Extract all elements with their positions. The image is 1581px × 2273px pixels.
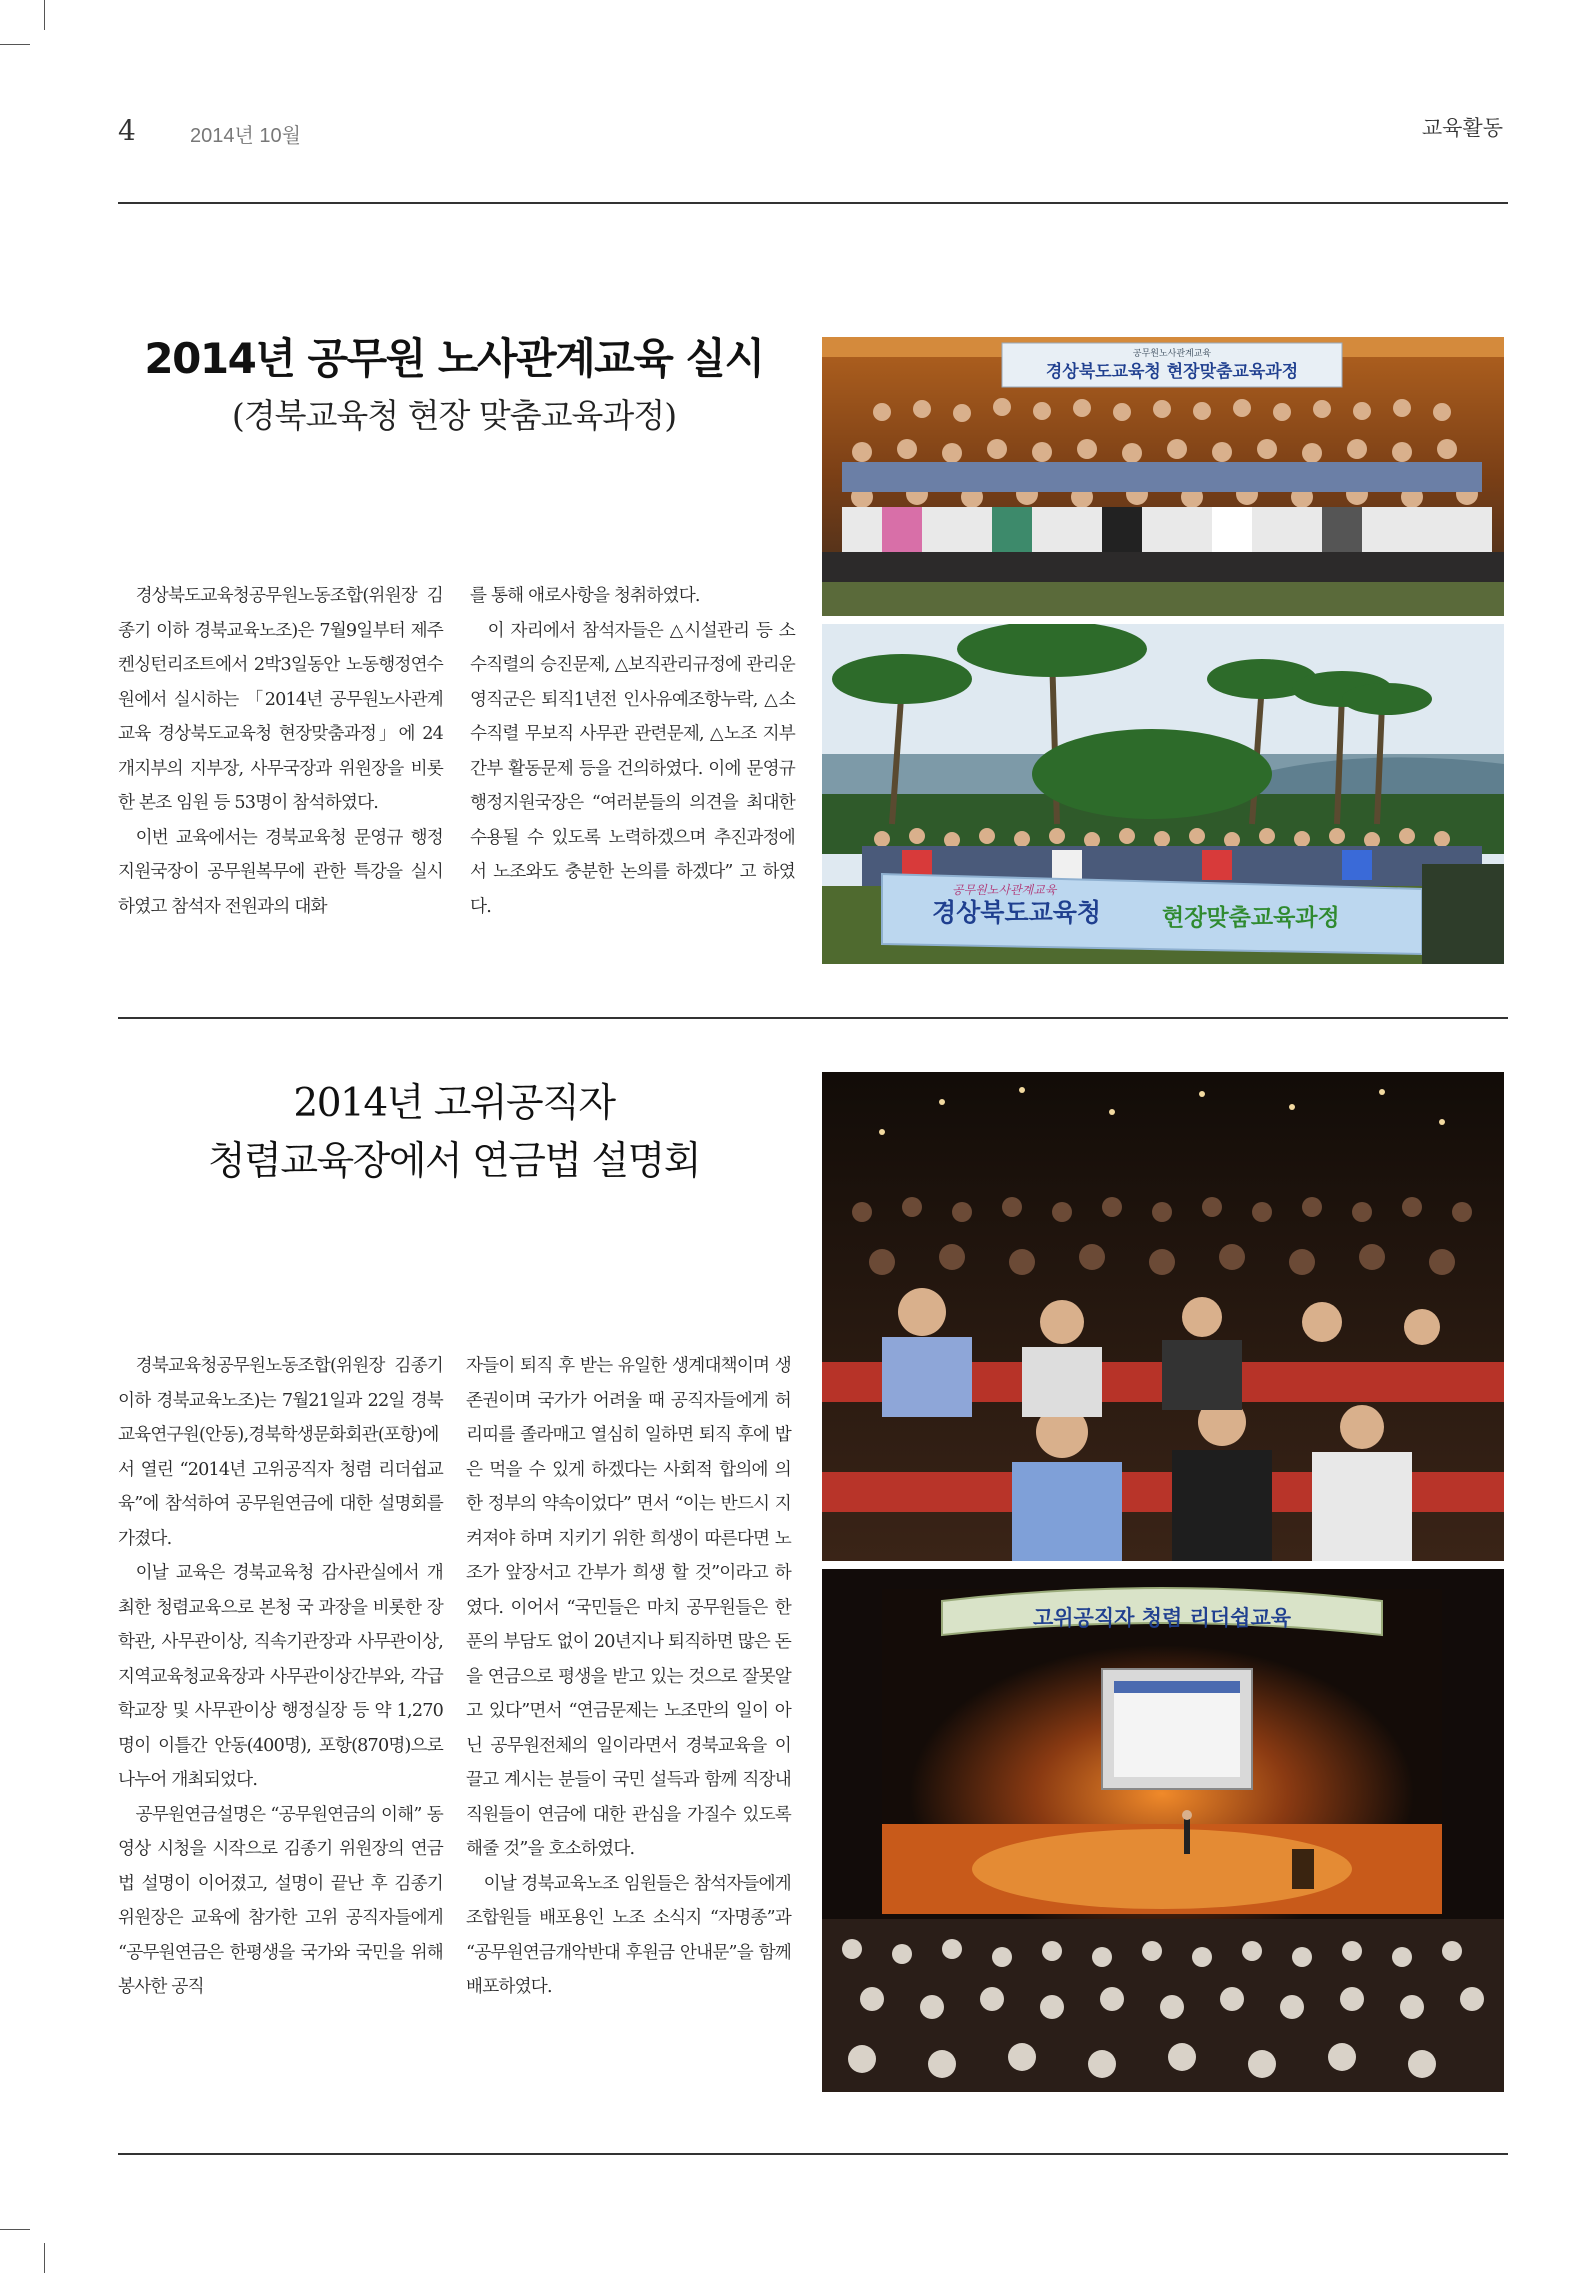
article2-title-line2: 청렴교육장에서 연금법 설명회: [207, 1139, 701, 1184]
banner-main-text: 경상북도교육청: [932, 898, 1102, 927]
stage-banner-text: 고위공직자 청렴 리더쉽교육: [1032, 1606, 1292, 1630]
article1-paragraph: 를 통해 애로사항을 청취하였다.: [470, 586, 700, 606]
section-title: 교육활동: [1421, 117, 1503, 140]
audience-photo: [822, 1072, 1504, 1561]
article2-paragraph: 경북교육청공무원노동조합(위원장 김종기 이하 경북교육노조)는 7월21일과 22일 경북교육연구원(안동),경북학생문화회관(포항)에서 열린 “2014년 고위공직자 청렴 리더쉽교육”에 참석하여 공무원연금에 대한 설명회를 가졌다.: [118, 1356, 443, 1549]
group-photo-indoor: [822, 337, 1504, 616]
article2-title: [118, 1075, 790, 1191]
article2-paragraph: 공무원연금설명은 “공무원연금의 이해” 동영상 시청을 시작으로 김종기 위원장의 연금법 설명이 이어졌고, 설명이 끝난 후 김종기 위원장은 교육에 참가한 고위 공직자들에게 “공무원연금은 한평생을 국가와 국민을 위해 봉사한 공직: [118, 1804, 443, 1997]
article-divider: [118, 1017, 1508, 1019]
header-rule: [118, 202, 1508, 204]
group-photo-outdoor: [822, 624, 1504, 964]
article2-paragraph: 자들이 퇴직 후 받는 유일한 생계대책이며 생존권이며 국가가 어려울 때 공직자들에게 허리띠를 졸라매고 열심히 일하면 퇴직 후에 밥은 먹을 수 있게 하겠다는 사회적 합의에 의한 정부의 약속이었다” 면서 “이는 반드시 지켜져야 하며 지키기 위한 희생이 따른다면 노조가 앞장서고 간부가 희생 할 것”이라고 하였다. 이어서 “국민들은 마치 공무원들은 한푼의 부담도 없이 20년지나 퇴직하면 많은 돈을 연금으로 평생을 받고 있는 것으로 잘못알고 있다”면서 “연금문제는 노조만의 일이 아닌 공무원전체의 일이라면서 경북교육을 이끌고 계시는 분들이 국민 설득과 함께 직장내 직원들이 연금에 대한 관심을 가질수 있도록 해줄 것”을 호소하였다.: [466, 1356, 791, 1859]
banner-small-text: 공무원노사관계교육: [952, 883, 1057, 897]
crop-mark: [44, 0, 45, 30]
article1-paragraph: 이 자리에서 참석자들은 △시설관리 등 소수직렬의 승진문제, △보직관리규정에 관리운영직군은 퇴직1년전 인사유예조항누락, △소수직렬 무보직 사무관 관련문제, △노조 지부간부 활동문제 등을 건의하였다. 이에 문영규 행정지원국장은 “여러분들의 의견을 최대한 수용될 수 있도록 노력하겠으며 추진과정에서 노조와도 충분한 논의를 하겠다” 고 하였다.: [470, 620, 795, 917]
article2-column2: [466, 1349, 791, 2005]
article1-title: 2014년 공무원 노사관계교육 실시: [144, 334, 764, 383]
article2-title-line1: 2014년 고위공직자: [293, 1081, 615, 1126]
article1-column1: [118, 579, 443, 924]
article1-paragraph: 경상북도교육청공무원노동조합(위원장 김종기 이하 경북교육노조)은 7월9일부터 제주 켄싱턴리조트에서 2박3일동안 노동행정연수원에서 실시하는 「2014년 공무원노사관계교육 경상북도교육청 현장맞춤과정」에 24개지부의 지부장, 사무국장과 위원장을 비롯한 본조 임원 등 53명이 참석하였다.: [118, 586, 443, 813]
crop-mark: [44, 2243, 45, 2273]
issue-date: 2014년 10월: [190, 125, 301, 147]
banner-text: 경상북도교육청 현장맞춤교육과정: [1045, 362, 1299, 382]
article2-column1: [118, 1349, 443, 2005]
article1-paragraph: 이번 교육에서는 경북교육청 문영규 행정지원국장이 공무원복무에 관한 특강을 실시하였고 참석자 전원과의 대화: [118, 827, 443, 917]
article2-paragraph: 이날 경북교육노조 임원들은 참석자들에게 조합원들 배포용인 노조 소식지 “자명종”과 “공무원연금개악반대 후원금 안내문”을 함께 배포하였다.: [466, 1873, 791, 1997]
footer-rule: [118, 2153, 1508, 2155]
article1-subtitle: (경북교육청 현장 맞춤교육과정): [231, 396, 677, 435]
article2-paragraph: 이날 교육은 경북교육청 감사관실에서 개최한 청렴교육으로 본청 국 과장을 비롯한 장학관, 사무관이상, 직속기관장과 사무관이상, 지역교육청교육장과 사무관이상간부와, 각급학교장 및 사무관이상 행정실장 등 약 1,270명이 이틀간 안동(400명), 포항(870명)으로 나누어 개최되었다.: [118, 1563, 443, 1790]
auditorium-stage-photo: [822, 1569, 1504, 2092]
crop-mark: [0, 44, 30, 45]
banner-accent-text: 현장맞춤교육과정: [1162, 905, 1340, 931]
article1-column2: [470, 579, 795, 924]
crop-mark: [0, 2229, 30, 2230]
banner-small-text: 공무원노사관계교육: [1132, 349, 1212, 359]
page-number: 4: [118, 114, 136, 147]
